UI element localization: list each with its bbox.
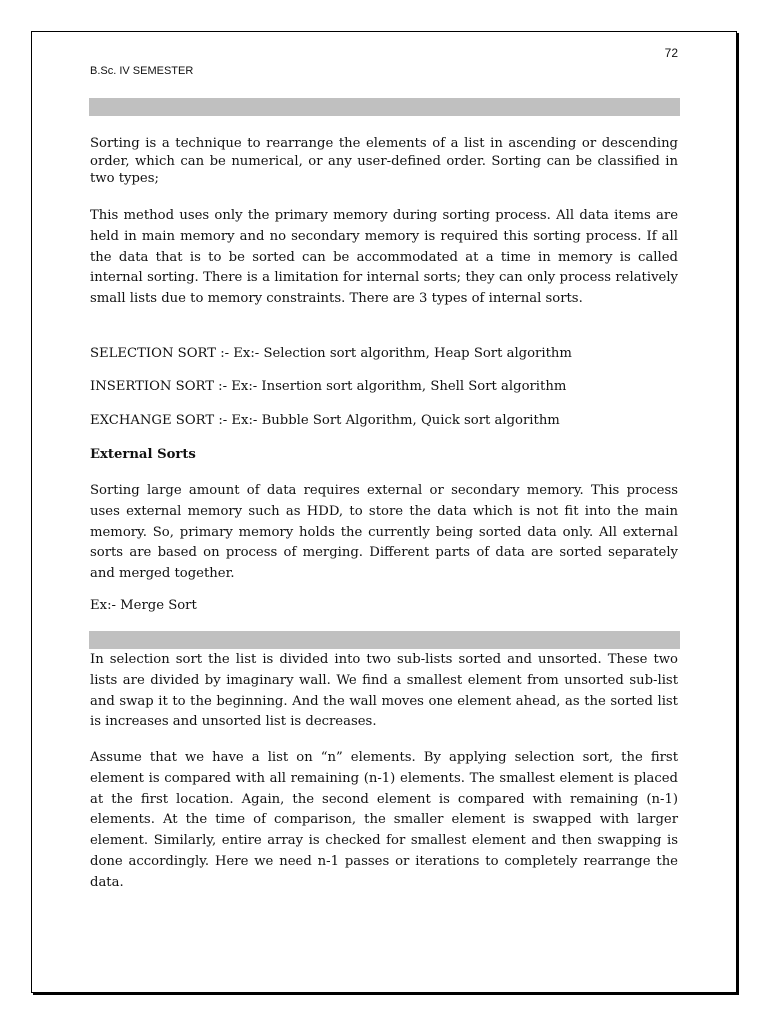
external-sorts-heading: External Sorts bbox=[90, 447, 196, 462]
selection-procedure-paragraph: Assume that we have a list on “n” elements. By applying selection sort, the first element is compared with all remaining (n-1) elements. The smallest element is placed at the first location. Again, the second element is compared with remaining (n-1) elements. At the time of comparison, the smaller element is swapped with larger element. Similarly, entire array is checked for smallest element and then swapping is done accordingly. Here we need n-1 passes or iterations to completely rearrange the data. bbox=[90, 750, 678, 890]
internal-sorting-paragraph: This method uses only the primary memory during sorting process. All data items are held in main memory and no secondary memory is required this sorting process. If all the data that is to be sorted can be accommodated at a time in memory is called internal sorting. There is a limitation for internal sorts; they can only process relatively small lists due to memory constraints. There are 3 types of internal sorts. bbox=[90, 208, 678, 307]
exchange-sort-line: EXCHANGE SORT :- Ex:- Bubble Sort Algorithm, Quick sort algorithm bbox=[90, 413, 560, 428]
intro-paragraph: Sorting is a technique to rearrange the elements of a list in ascending or descending order, which can be numerical, or any user-defined order. Sorting can be classified in two types; bbox=[90, 136, 678, 186]
section-divider-band bbox=[89, 98, 680, 116]
page-number: 72 bbox=[664, 46, 678, 60]
section-divider-band bbox=[89, 631, 680, 649]
insertion-sort-line: INSERTION SORT :- Ex:- Insertion sort algorithm, Shell Sort algorithm bbox=[90, 379, 567, 394]
selection-sort-line: SELECTION SORT :- Ex:- Selection sort algorithm, Heap Sort algorithm bbox=[90, 346, 572, 361]
course-header: B.Sc. IV SEMESTER bbox=[90, 65, 194, 77]
external-sorting-paragraph: Sorting large amount of data requires external or secondary memory. This process uses external memory such as HDD, to store the data which is not fit into the main memory. So, primary memory holds the currently being sorted data only. All external sorts are based on process of merging. Different parts of data are sorted separately and merged together. bbox=[90, 483, 678, 582]
merge-sort-example: Ex:- Merge Sort bbox=[90, 598, 197, 613]
selection-sort-paragraph: In selection sort the list is divided into two sub-lists sorted and unsorted. These two lists are divided by imaginary wall. We find a smallest element from unsorted sub-list and swap it to the beginning. And the wall moves one element ahead, as the sorted list is increases and unsorted list is decreases. bbox=[90, 652, 678, 730]
